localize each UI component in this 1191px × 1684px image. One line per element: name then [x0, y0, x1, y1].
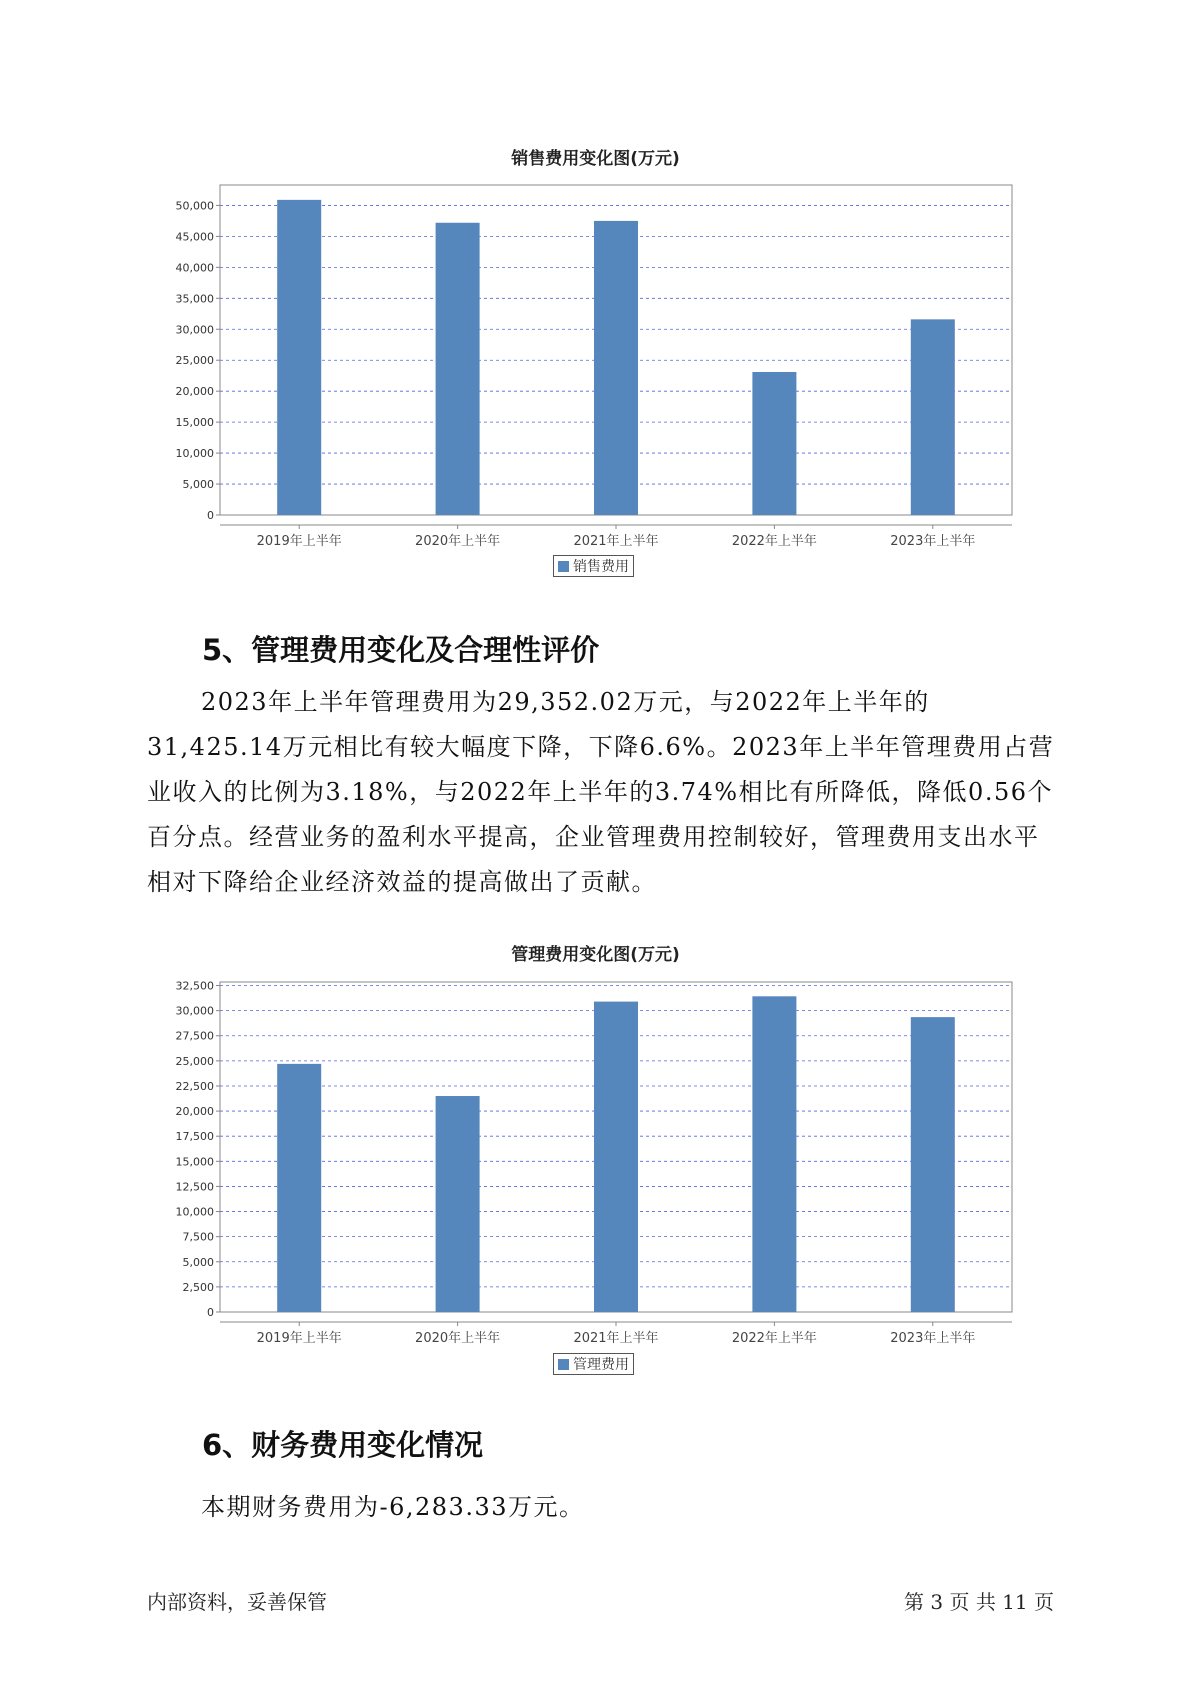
- x-tick-label: 2019年上半年: [256, 1331, 342, 1346]
- y-tick-label: 45,000: [175, 230, 214, 244]
- y-tick-label: 35,000: [175, 292, 214, 306]
- bar-2019年上半年: [277, 1064, 321, 1312]
- admin-expense-chart-title: 管理费用变化图(万元): [511, 945, 680, 965]
- section-5-heading: 5、管理费用变化及合理性评价: [202, 633, 600, 667]
- legend-label: 销售费用: [573, 559, 629, 575]
- x-tick-label: 2020年上半年: [415, 1331, 501, 1346]
- x-tick-label: 2022年上半年: [731, 1331, 817, 1346]
- sales-expense-chart-title: 销售费用变化图(万元): [511, 149, 680, 169]
- y-tick-label: 12,500: [175, 1180, 214, 1194]
- admin-expense-legend: [553, 1353, 634, 1375]
- y-tick-label: 5,000: [182, 478, 214, 492]
- y-tick-label: 25,000: [175, 354, 214, 368]
- footer-left: 内部资料，妥善保管: [147, 1590, 327, 1614]
- y-tick-label: 20,000: [175, 1105, 214, 1119]
- y-tick-label: 0: [207, 509, 214, 522]
- y-tick-label: 32,500: [175, 979, 214, 993]
- bar-2020年上半年: [436, 1096, 480, 1312]
- y-tick-label: 50,000: [175, 199, 214, 213]
- y-tick-label: 0: [207, 1306, 214, 1319]
- bar-2022年上半年: [752, 996, 796, 1312]
- y-tick-label: 17,500: [175, 1130, 214, 1144]
- x-tick-label: 2020年上半年: [415, 534, 501, 549]
- x-tick-label: 2021年上半年: [573, 1331, 659, 1346]
- footer-page-number: 第 3 页 共 11 页: [904, 1590, 1054, 1614]
- legend-swatch: [558, 1359, 569, 1370]
- y-tick-label: 30,000: [175, 323, 214, 337]
- y-tick-label: 30,000: [175, 1004, 214, 1018]
- y-tick-label: 27,500: [175, 1029, 214, 1043]
- legend-label: 管理费用: [573, 1357, 629, 1373]
- bar-2023年上半年: [911, 1017, 955, 1312]
- x-tick-label: 2019年上半年: [256, 534, 342, 549]
- x-tick-label: 2021年上半年: [573, 534, 659, 549]
- y-tick-label: 2,500: [182, 1280, 214, 1294]
- y-tick-label: 5,000: [182, 1255, 214, 1269]
- y-tick-label: 20,000: [175, 385, 214, 399]
- x-tick-label: 2023年上半年: [890, 534, 976, 549]
- y-tick-label: 15,000: [175, 1155, 214, 1169]
- y-tick-label: 7,500: [182, 1230, 214, 1244]
- y-tick-label: 10,000: [175, 1205, 214, 1219]
- y-tick-label: 22,500: [175, 1079, 214, 1093]
- y-tick-label: 25,000: [175, 1054, 214, 1068]
- x-tick-label: 2023年上半年: [890, 1331, 976, 1346]
- y-tick-label: 40,000: [175, 261, 214, 275]
- y-tick-label: 10,000: [175, 447, 214, 461]
- x-tick-label: 2022年上半年: [731, 534, 817, 549]
- section-6-paragraph: 本期财务费用为-6,283.33万元。: [201, 1493, 585, 1521]
- section-5-paragraph: 2023年上半年管理费用为29,352.02万元，与2022年上半年的31,425.14万元相比有较大幅度下降，下降6.6%。2023年上半年管理费用占营业收入的比例为3.18%，与2022年上半年的3.74%相比有所降低，降低0.56个百分点。经营业务的盈利水平提高，企业管理费用控制较好，管理费用支出水平相对下降给企业经济效益的提高做出了贡献。: [147, 688, 1055, 896]
- section-6-heading: 6、财务费用变化情况: [202, 1428, 484, 1462]
- bar-2021年上半年: [594, 1002, 638, 1312]
- y-tick-label: 15,000: [175, 416, 214, 430]
